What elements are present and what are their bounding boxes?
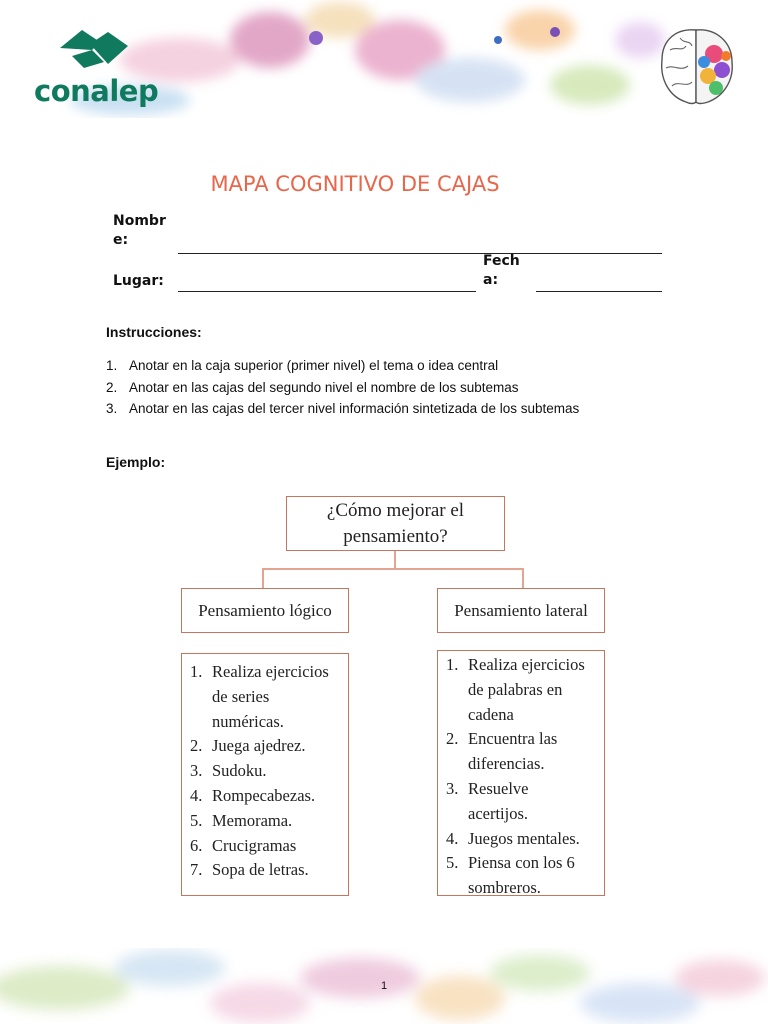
nombre-field-line[interactable] xyxy=(178,253,662,254)
fecha-field-line[interactable] xyxy=(536,291,662,292)
list-item-text: Anotar en la caja superior (primer nivel) el tema o idea central xyxy=(129,358,499,373)
list-item-text: Memorama. xyxy=(212,810,293,830)
list-item-number: 3. xyxy=(106,401,118,416)
list-item-number: 3. xyxy=(446,778,459,798)
fecha-label xyxy=(483,252,520,290)
list-item-number: 5. xyxy=(190,810,203,830)
list-item xyxy=(446,653,596,727)
central-topic-line1: ¿Cómo mejorar el xyxy=(326,499,465,521)
list-item xyxy=(190,759,340,784)
list-item-text: cadena xyxy=(468,704,514,724)
subtopic-box-right xyxy=(437,588,605,633)
list-item xyxy=(106,355,706,377)
list-item-number: 1. xyxy=(190,662,203,681)
list-item xyxy=(106,377,706,399)
list-item xyxy=(106,398,706,420)
list-item xyxy=(446,827,596,852)
nombre-label xyxy=(113,212,166,250)
details-box-right xyxy=(437,650,605,896)
list-item xyxy=(190,834,340,859)
list-item-text: Sopa de letras. xyxy=(212,860,309,880)
brain-icon xyxy=(656,24,736,115)
list-item-text: Resuelve xyxy=(468,778,529,798)
subtopic-label-left: Pensamiento lógico xyxy=(198,600,332,620)
list-item-number: 3. xyxy=(190,761,203,781)
list-item xyxy=(446,727,596,777)
list-item-text: Juegos mentales. xyxy=(468,828,580,848)
example-heading: Ejemplo: xyxy=(106,454,166,470)
list-item xyxy=(190,784,340,809)
page-number: 1 xyxy=(380,980,388,992)
list-item-number: 2. xyxy=(106,379,118,395)
list-item xyxy=(190,809,340,834)
list-item-text: numéricas. xyxy=(212,711,284,731)
nombre-label-line1: Nombr xyxy=(113,213,166,229)
subtopic-box-left xyxy=(181,588,349,633)
list-item xyxy=(446,777,596,827)
list-item-text: Rompecabezas. xyxy=(212,785,316,805)
lugar-field-line[interactable] xyxy=(178,291,476,292)
list-item-number: 2. xyxy=(190,736,203,756)
list-item-number: 1. xyxy=(446,655,459,674)
fecha-label-line2: a: xyxy=(483,272,499,288)
list-item-number: 5. xyxy=(446,853,459,873)
connector-line xyxy=(394,550,396,569)
central-topic-box xyxy=(286,496,505,551)
list-item xyxy=(190,858,340,883)
list-item-text: Sudoku. xyxy=(212,761,267,781)
list-item-text: Juega ajedrez. xyxy=(212,736,306,756)
fecha-label-line1: Fech xyxy=(483,253,520,269)
list-item-number: 6. xyxy=(190,835,203,855)
lugar-label: Lugar: xyxy=(113,273,164,289)
instructions-heading: Instrucciones: xyxy=(106,324,202,340)
list-item-text: Piensa con los 6 xyxy=(468,853,575,873)
list-item-text: de series xyxy=(212,686,270,706)
list-item-text: acertijos. xyxy=(468,803,529,823)
list-item-text: Encuentra las xyxy=(468,729,558,749)
instructions-list xyxy=(106,355,706,420)
conalep-logo-text: conalep xyxy=(34,74,159,108)
list-item-number: 7. xyxy=(190,860,203,880)
list-item-text: diferencias. xyxy=(468,754,545,774)
list-item xyxy=(446,851,596,901)
list-item-text: Crucigramas xyxy=(212,835,297,855)
details-box-left xyxy=(181,653,349,896)
connector-line xyxy=(262,568,264,589)
list-item-text: Realiza ejercicios xyxy=(468,655,585,674)
page-title: MAPA COGNITIVO DE CAJAS xyxy=(210,172,500,196)
subtopic-label-right: Pensamiento lateral xyxy=(454,600,588,620)
connector-line xyxy=(262,568,524,570)
list-item xyxy=(190,734,340,759)
connector-line xyxy=(522,568,524,589)
list-item-number: 4. xyxy=(446,828,459,848)
list-item-text: de palabras en xyxy=(468,679,563,699)
list-item xyxy=(190,660,340,734)
list-item-text: Anotar en las cajas del segundo nivel el nombre de los subtemas xyxy=(129,379,519,395)
list-item-text: Realiza ejercicios xyxy=(212,662,329,681)
conalep-logo-mark xyxy=(56,26,130,75)
list-item-number: 4. xyxy=(190,785,203,805)
list-item-text: Anotar en las cajas del tercer nivel información sintetizada de los subtemas xyxy=(129,401,580,416)
list-item-number: 1. xyxy=(106,358,118,373)
central-topic-line2: pensamiento? xyxy=(343,525,448,547)
nombre-label-line2: e: xyxy=(113,232,129,248)
list-item-text: sombreros. xyxy=(468,878,541,898)
list-item-number: 2. xyxy=(446,729,459,749)
